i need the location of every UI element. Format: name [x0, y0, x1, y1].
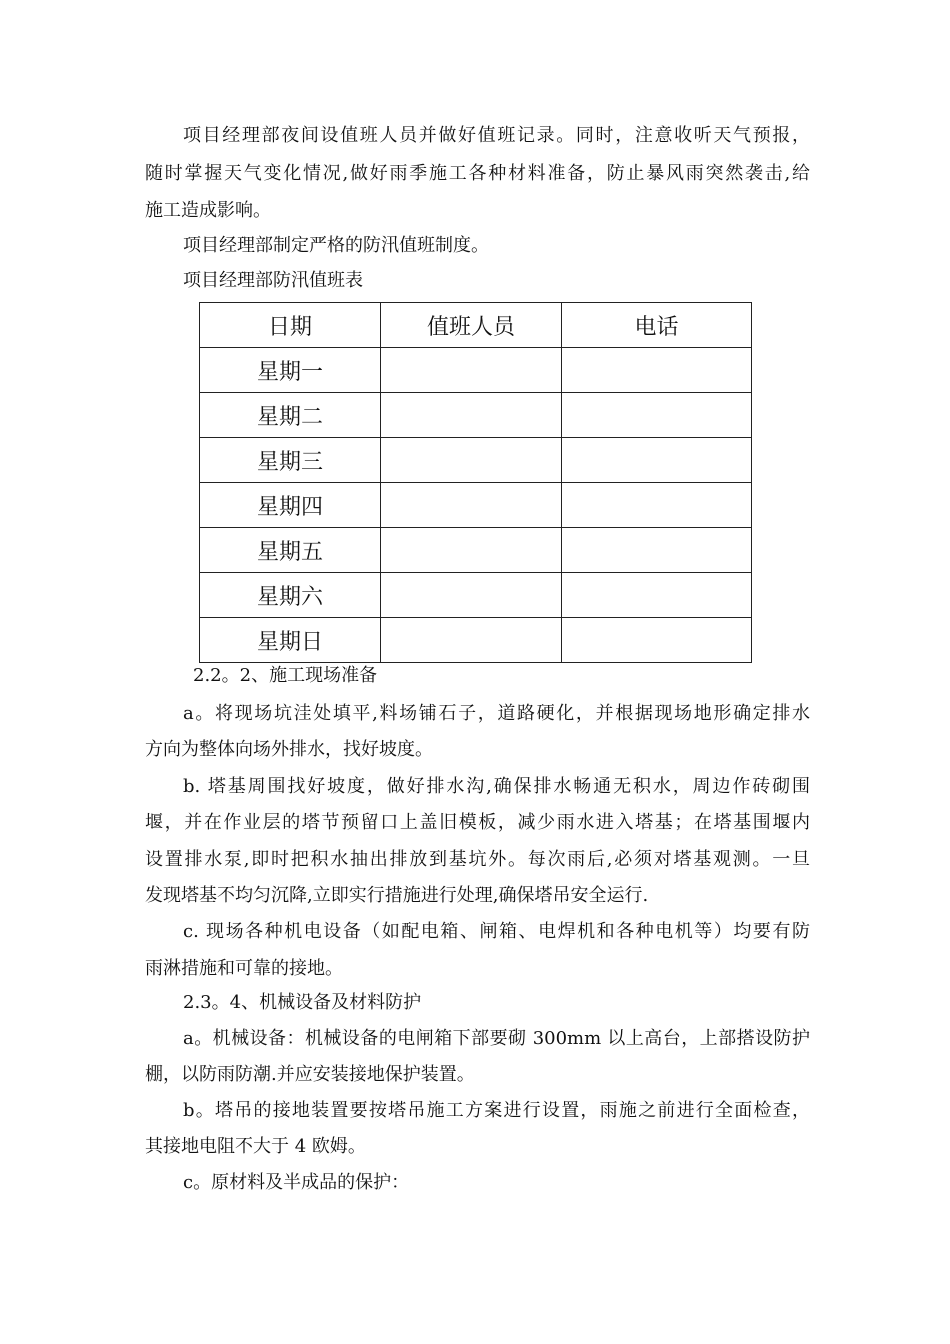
staff-cell	[381, 618, 562, 663]
table-row	[200, 348, 752, 393]
staff-cell	[381, 528, 562, 573]
table-row	[200, 438, 752, 483]
phone-cell	[562, 483, 752, 528]
paragraph-line: 堰，并在作业层的塔节预留口上盖旧模板，减少雨水进入塔基；在塔基围堰内	[145, 812, 810, 833]
phone-cell	[562, 573, 752, 618]
day-cell: 星期六	[200, 573, 381, 618]
paragraph-line: b。塔吊的接地装置要按塔吊施工方案进行设置，雨施之前进行全面检查，	[183, 1100, 810, 1121]
paragraph-line: 雨淋措施和可靠的接地。	[145, 958, 343, 979]
day-cell: 星期五	[200, 528, 381, 573]
phone-cell	[562, 528, 752, 573]
header-phone: 电话	[562, 303, 752, 348]
staff-cell	[381, 573, 562, 618]
paragraph-line: 发现塔基不均匀沉降,立即实行措施进行处理,确保塔吊安全运行.	[145, 885, 649, 906]
paragraph-line: 设置排水泵,即时把积水抽出排放到基坑外。每次雨后,必须对塔基观测。一旦	[145, 849, 810, 870]
paragraph-line: a。机械设备：机械设备的电闸箱下部要砌 300mm 以上高台，上部搭设防护	[183, 1028, 810, 1049]
table-row	[200, 393, 752, 438]
phone-cell	[562, 393, 752, 438]
paragraph-line: 项目经理部夜间设值班人员并做好值班记录。同时，注意收听天气预报，	[183, 125, 810, 146]
staff-cell	[381, 483, 562, 528]
paragraph-line: 其接地电阻不大于 4 欧姆。	[145, 1136, 366, 1157]
phone-cell	[562, 618, 752, 663]
table-row	[200, 528, 752, 573]
paragraph-line: c。原材料及半成品的保护：	[183, 1172, 410, 1193]
header-staff: 值班人员	[381, 303, 562, 348]
table-row	[200, 618, 752, 663]
day-cell: 星期一	[200, 348, 381, 393]
staff-cell	[381, 348, 562, 393]
paragraph-line: 项目经理部制定严格的防汛值班制度。	[183, 235, 489, 256]
day-cell: 星期三	[200, 438, 381, 483]
paragraph-line: a。将现场坑洼处填平,料场铺石子，道路硬化，并根据现场地形确定排水	[183, 703, 810, 724]
section-heading: 2.2。2、施工现场准备	[193, 665, 378, 686]
staff-cell	[381, 438, 562, 483]
paragraph-line: 方向为整体向场外排水，找好坡度。	[145, 739, 433, 760]
phone-cell	[562, 348, 752, 393]
paragraph-line: 棚，以防雨防潮.并应安装接地保护装置。	[145, 1064, 475, 1085]
phone-cell	[562, 438, 752, 483]
table-row	[200, 483, 752, 528]
table-header-row	[200, 303, 752, 348]
paragraph-line: c. 现场各种机电设备（如配电箱、闸箱、电焊机和各种电机等）均要有防	[183, 921, 810, 942]
paragraph-line: 施工造成影响。	[145, 200, 271, 221]
table-caption: 项目经理部防汛值班表	[183, 270, 363, 291]
day-cell: 星期二	[200, 393, 381, 438]
header-date: 日期	[200, 303, 381, 348]
paragraph-line: 随时掌握天气变化情况,做好雨季施工各种材料准备，防止暴风雨突然袭击,给	[145, 163, 810, 184]
day-cell: 星期四	[200, 483, 381, 528]
paragraph-line: b. 塔基周围找好坡度，做好排水沟,确保排水畅通无积水，周边作砖砌围	[183, 776, 810, 797]
table-row	[200, 573, 752, 618]
section-heading: 2.3。4、机械设备及材料防护	[183, 992, 422, 1013]
day-cell: 星期日	[200, 618, 381, 663]
duty-table	[199, 302, 752, 663]
staff-cell	[381, 393, 562, 438]
